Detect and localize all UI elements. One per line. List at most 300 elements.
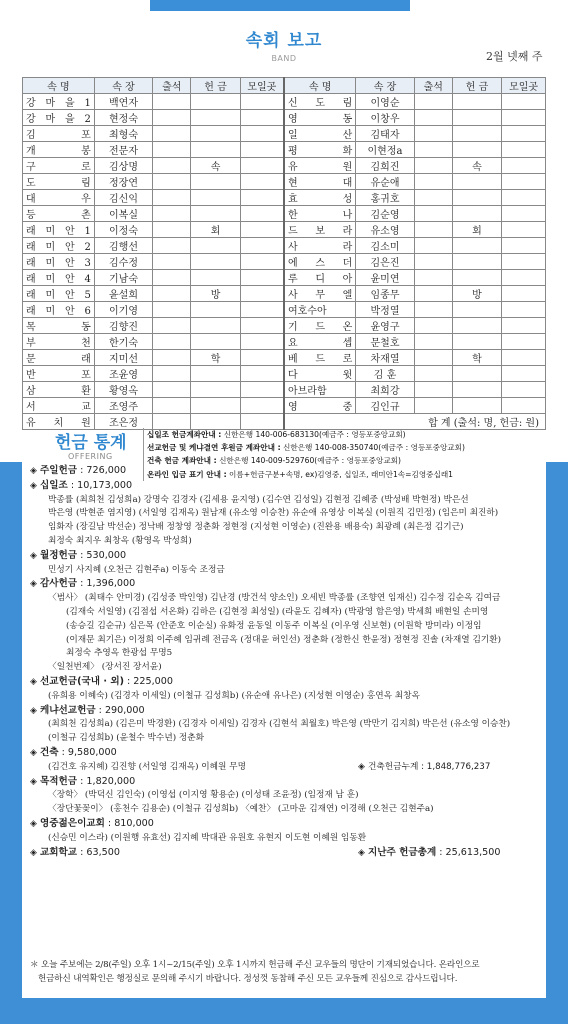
cell-place: [502, 302, 546, 318]
cell-leader: 유순애: [356, 174, 414, 190]
donor-names: 〈범사〉 (최태수 안미경) (김성중 박인영) 김난경 (방건석 양소인) 오세빈 박종률 (조향연 임재신) 김수정 김순옥 김여금: [48, 593, 501, 604]
cell-leader: 윤미연: [356, 270, 414, 286]
cell-attendance: [153, 222, 191, 238]
account-line: [147, 441, 543, 454]
diamond-icon: ◈: [30, 676, 37, 687]
cell-group-name: 개 봉: [23, 142, 95, 158]
cell-attendance: [153, 286, 191, 302]
offering-line: [30, 577, 540, 592]
cell-offering: 회: [191, 222, 240, 238]
cell-place: [502, 94, 546, 110]
cell-place: [502, 318, 546, 334]
cell-group-name: 래 미 안 6: [23, 302, 95, 318]
cell-leader: 윤영구: [356, 318, 414, 334]
category-value: : 726,000: [77, 465, 127, 476]
offering-line: [30, 846, 540, 861]
category-value: : 225,000: [123, 675, 173, 687]
cell-leader: 이기영: [94, 302, 152, 318]
cell-group-name: 한 나: [284, 206, 356, 222]
cell-place: [240, 94, 284, 110]
cell-offering: [452, 382, 501, 398]
cell-attendance: [153, 270, 191, 286]
cell-group-name: 도 림: [23, 174, 95, 190]
cell-group-name: 아브라함: [284, 382, 356, 398]
cell-group-name: 등 촌: [23, 206, 95, 222]
cell-group-name: 구 로: [23, 158, 95, 174]
donor-names: (김건호 유지혜) 김진향 (서일영 김재옥) 이혜원 무명: [48, 761, 246, 772]
cell-attendance: [153, 382, 191, 398]
cell-leader: 조영주: [94, 398, 152, 414]
cell-offering: [191, 238, 240, 254]
donor-names: 〈장학〉 (박덕신 김인숙) (이영섭 (이지영 황용순) (이성태 조윤정) (임정재 남 훈): [48, 790, 359, 801]
category-value: : 1,820,000: [77, 775, 136, 787]
cell-attendance: [414, 270, 452, 286]
right-total-label: 건축헌금누계: [368, 761, 419, 772]
cell-group-name: 다 윗: [284, 366, 356, 382]
cell-place: [502, 222, 546, 238]
diamond-icon: ◈: [30, 847, 37, 858]
cell-group-name: 사 라: [284, 238, 356, 254]
cell-attendance: [153, 126, 191, 142]
offering-line: [30, 521, 540, 535]
cell-place: [502, 110, 546, 126]
table-row: [23, 398, 546, 414]
cell-place: [502, 206, 546, 222]
offering-line: [30, 647, 540, 661]
category-label: 교회학교: [40, 846, 78, 858]
offering-line: [30, 564, 540, 578]
cell-leader: 김수정: [94, 254, 152, 270]
cell-offering: [191, 382, 240, 398]
cell-place: [240, 158, 284, 174]
cell-group-name: 문 래: [23, 350, 95, 366]
cell-offering: [191, 366, 240, 382]
cell-leader: 임종무: [356, 286, 414, 302]
cell-leader: 박정열: [356, 302, 414, 318]
table-row: [23, 110, 546, 126]
cell-attendance: [414, 238, 452, 254]
diamond-icon: ◈: [358, 761, 365, 772]
cell-attendance: [153, 94, 191, 110]
table-row: [23, 206, 546, 222]
category-value: : 290,000: [95, 704, 145, 716]
cell-offering: 속: [191, 158, 240, 174]
diamond-icon: ◈: [358, 847, 365, 858]
donor-names: 최정숙 최지우 최창옥 (황영옥 박성희): [48, 535, 192, 546]
cell-place: [502, 270, 546, 286]
category-value: : 9,580,000: [58, 746, 117, 758]
cell-offering: [191, 94, 240, 110]
donor-names: (이재문 최기은) 이정희 이주혜 임귀례 전금옥 (정대윤 허인선) 정춘화 (정한신 한윤정) 정현정 진솔 (차재열 김기환): [66, 634, 502, 645]
cell-leader: 김순영: [356, 206, 414, 222]
donor-names: 임화자 (장길남 박선순) 정낙배 정창영 정춘화 정현정 (지성현 이영순) (진완용 배용숙) 최광례 (최은정 김기근): [48, 522, 464, 533]
cell-attendance: [153, 158, 191, 174]
cell-attendance: [153, 206, 191, 222]
cell-attendance: [153, 110, 191, 126]
table-row: [23, 158, 546, 174]
cell-attendance: [414, 94, 452, 110]
cell-group-name: 사 무 엘: [284, 286, 356, 302]
cell-leader: 황영옥: [94, 382, 152, 398]
cell-place: [240, 206, 284, 222]
cell-attendance: [153, 302, 191, 318]
cell-leader: 지미선: [94, 350, 152, 366]
cell-attendance: [153, 174, 191, 190]
offering-line: [30, 507, 540, 521]
cell-group-name: 베 드 로: [284, 350, 356, 366]
cell-leader: 최형숙: [94, 126, 152, 142]
cell-offering: [452, 142, 501, 158]
cell-attendance: [153, 238, 191, 254]
diamond-icon: ◈: [30, 818, 37, 829]
cell-place: [240, 382, 284, 398]
cell-place: [502, 398, 546, 414]
cell-attendance: [153, 366, 191, 382]
offering-line: [30, 732, 540, 746]
offering-line: [30, 803, 540, 817]
table-row: [23, 174, 546, 190]
total-cell: 합 계 (출석: 명, 헌금: 원): [284, 414, 546, 430]
donor-names: (송승길 김순규) 심은목 (안준호 이순실) 유화정 윤동일 이동주 이복실 (이우영 신보현) (이원학 방미라) 이정임: [66, 620, 482, 631]
donor-names: 〈장단꽃꽂이〉 (홍천수 김용순) (이철규 김성희b) 〈예찬〉 (고마운 김재연) 이경해 (오천근 김현주a): [48, 804, 434, 815]
cell-place: [240, 254, 284, 270]
donor-names: (최희천 김성희a) (김은미 박경환) (김경자 이세일) 김경자 (김현석 최월호) 박은영 (박만기 김지희) 박은선 (유소영 이승찬): [48, 719, 511, 730]
offering-line: [30, 718, 540, 732]
cell-group-name: 김 포: [23, 126, 95, 142]
cell-leader: 이복실: [94, 206, 152, 222]
diamond-icon: ◈: [30, 579, 37, 590]
cell-place: [240, 126, 284, 142]
cell-place: [240, 238, 284, 254]
cell-leader: 김향진: [94, 318, 152, 334]
cell-attendance: [153, 350, 191, 366]
right-total: [358, 761, 490, 775]
cell-place: [240, 222, 284, 238]
cell-offering: [191, 334, 240, 350]
cell-leader: 김행선: [94, 238, 152, 254]
cell-offering: [452, 270, 501, 286]
cell-attendance: [414, 110, 452, 126]
table-row: [23, 270, 546, 286]
cell-place: [502, 142, 546, 158]
cell-leader: 윤설희: [94, 286, 152, 302]
cell-offering: [452, 206, 501, 222]
cell-leader: 김은진: [356, 254, 414, 270]
cell-group-name: 일 산: [284, 126, 356, 142]
right-total: [358, 846, 500, 861]
donor-names: 민성기 사지혜 (오천근 김현주a) 이동숙 조정금: [48, 564, 225, 575]
cell-leader: 김인규: [356, 398, 414, 414]
column-header: 속 장: [356, 78, 414, 94]
cell-group-name: 래 미 안 3: [23, 254, 95, 270]
cell-group-name: 강 마 을 2: [23, 110, 95, 126]
cell-group-name: 현 대: [284, 174, 356, 190]
cell-place: [502, 174, 546, 190]
account-line: [147, 428, 543, 441]
offering-subtitle: OFFERING: [68, 452, 113, 461]
notice: [30, 958, 540, 986]
cell-offering: [452, 190, 501, 206]
donor-names: 〈일천번제〉 (장서진 장서윤): [48, 662, 162, 673]
offering-line: [30, 479, 540, 494]
cell-group-name: 래 미 안 2: [23, 238, 95, 254]
category-value: : 63,500: [77, 846, 120, 858]
cell-attendance: [153, 398, 191, 414]
offering-line: [30, 606, 540, 620]
category-label: 십일조: [40, 479, 68, 491]
diamond-icon: ◈: [30, 747, 37, 758]
offering-line: [30, 775, 540, 790]
week-label: 2월 넷째 주: [486, 50, 543, 63]
cell-leader: 조은정: [94, 414, 152, 430]
column-header: 헌 금: [452, 78, 501, 94]
cell-attendance: [414, 366, 452, 382]
cell-group-name: 대 우: [23, 190, 95, 206]
category-label: 케냐선교헌금: [40, 704, 96, 716]
donor-names: 최정숙 추영옥 한광섭 무명5: [66, 648, 173, 659]
cell-attendance: [414, 254, 452, 270]
cell-offering: [191, 254, 240, 270]
column-header: 모일곳: [502, 78, 546, 94]
cell-attendance: [414, 382, 452, 398]
cell-group-name: 목 동: [23, 318, 95, 334]
cell-place: [240, 190, 284, 206]
cell-group-name: 영 중: [284, 398, 356, 414]
category-value: : 1,396,000: [77, 578, 136, 590]
cell-place: [240, 398, 284, 414]
table-row: [23, 366, 546, 382]
cell-leader: 이정숙: [94, 222, 152, 238]
category-label: 선교헌금(국내 · 외): [40, 675, 124, 687]
cell-group-name: 평 화: [284, 142, 356, 158]
notice-line: 헌금하신 내역확인은 행정실로 문의해 주시기 바랍니다. 정성껏 동참해 주신 모든 교우들께 진심으로 감사드립니다.: [38, 974, 458, 984]
cell-group-name: 드 보 라: [284, 222, 356, 238]
table-row: [23, 222, 546, 238]
column-header: 속 명: [23, 78, 95, 94]
cell-attendance: [414, 302, 452, 318]
cell-place: [502, 382, 546, 398]
cell-attendance: [414, 222, 452, 238]
category-label: 건축: [40, 746, 59, 758]
cell-leader: 김소미: [356, 238, 414, 254]
cell-offering: 회: [452, 222, 501, 238]
cell-place: [502, 350, 546, 366]
cell-offering: [452, 94, 501, 110]
diamond-icon: ◈: [30, 466, 37, 476]
column-header: 헌 금: [191, 78, 240, 94]
cell-offering: [191, 142, 240, 158]
cell-place: [502, 334, 546, 350]
cell-place: [240, 174, 284, 190]
donor-names: 박종률 (최희천 김성희a) 강명숙 김경자 (김세용 윤지영) (김수연 김성일) 김현정 김혜중 (박성배 박현정) 박은선: [48, 494, 469, 505]
account-text: 신한은행 140-006-683130(예금주 : 영등포중앙교회): [221, 430, 406, 439]
cell-attendance: [414, 142, 452, 158]
column-header: 속 명: [284, 78, 356, 94]
cell-offering: [452, 398, 501, 414]
account-label: 건축 헌금 계좌안내 :: [147, 456, 217, 466]
cell-place: [502, 286, 546, 302]
cell-attendance: [153, 318, 191, 334]
table-row: [23, 286, 546, 302]
cell-leader: 문철호: [356, 334, 414, 350]
cell-attendance: [153, 254, 191, 270]
offering-list: [30, 464, 540, 860]
category-label: 목적헌금: [40, 775, 78, 787]
offering-line: [30, 464, 540, 479]
page-title: 속회 보고: [245, 31, 323, 51]
cell-attendance: [414, 206, 452, 222]
cell-leader: 김상명: [94, 158, 152, 174]
cell-place: [240, 302, 284, 318]
cell-place: [240, 110, 284, 126]
cell-leader: 김희진: [356, 158, 414, 174]
cell-group-name: 여호수아: [284, 302, 356, 318]
cell-offering: [452, 366, 501, 382]
cell-attendance: [414, 158, 452, 174]
cell-leader: 김 훈: [356, 366, 414, 382]
cell-attendance: [414, 286, 452, 302]
cell-place: [240, 318, 284, 334]
offering-line: [30, 592, 540, 606]
cell-group-name: 래 미 안 1: [23, 222, 95, 238]
offering-line: [30, 535, 540, 549]
cell-place: [502, 126, 546, 142]
cell-offering: [452, 238, 501, 254]
cell-group-name: 유 치 원: [23, 414, 95, 430]
cell-group-name: 에 스 더: [284, 254, 356, 270]
category-value: : 10,173,000: [67, 479, 133, 491]
table-row: [23, 254, 546, 270]
cell-offering: [452, 318, 501, 334]
cell-offering: [452, 254, 501, 270]
table-row: [23, 382, 546, 398]
table-row: [23, 350, 546, 366]
cell-offering: [191, 206, 240, 222]
table-row: [23, 94, 546, 110]
cell-leader: 이영순: [356, 94, 414, 110]
cell-offering: 방: [191, 286, 240, 302]
category-label: 주일헌금: [40, 465, 78, 476]
category-label: 영중젊은이교회: [40, 817, 105, 829]
donor-names: 박은영 (박현준 염지영) (서일영 김재옥) 원남재 (유소영 이승찬) 유순애 유영상 이복실 (이원직 김민정) (임은미 최진하): [48, 508, 499, 519]
offering-line: [30, 704, 540, 719]
category-label: 감사헌금: [40, 578, 78, 590]
cell-place: [502, 366, 546, 382]
offering-line: [30, 789, 540, 803]
cell-attendance: [153, 142, 191, 158]
account-label: 선교헌금 및 케냐결연 후원금 계좌안내 :: [147, 443, 281, 453]
table-row: [23, 190, 546, 206]
table-row: [23, 238, 546, 254]
page-subtitle: BAND: [271, 54, 297, 63]
cell-offering: 학: [191, 350, 240, 366]
offering-line: [30, 817, 540, 832]
cell-leader: 유소영: [356, 222, 414, 238]
cell-leader: 기남숙: [94, 270, 152, 286]
cell-leader: 이창우: [356, 110, 414, 126]
cell-offering: [452, 334, 501, 350]
diamond-icon: ◈: [30, 480, 37, 491]
cell-group-name: 래 미 안 4: [23, 270, 95, 286]
cell-offering: 학: [452, 350, 501, 366]
cell-leader: 조윤영: [94, 366, 152, 382]
table-row: [23, 318, 546, 334]
offering-line: [30, 549, 540, 564]
notice-line: ＊ 오늘 주보에는 2/8(주일) 오후 1시~2/15(주일) 오후 1시까지 헌금해 주신 교우들의 명단이 기재되었습니다. 온라인으로: [30, 960, 480, 970]
cell-group-name: 반 포: [23, 366, 95, 382]
cell-place: [240, 142, 284, 158]
column-header: 모일곳: [240, 78, 284, 94]
cell-place: [502, 190, 546, 206]
cell-leader: 김태자: [356, 126, 414, 142]
cell-place: [240, 350, 284, 366]
cell-group-name: 강 마 을 1: [23, 94, 95, 110]
cell-place: [502, 238, 546, 254]
offering-line: [30, 690, 540, 704]
right-total-value: : 25,613,500: [436, 846, 501, 858]
cell-place: [240, 366, 284, 382]
table-row: [23, 126, 546, 142]
cell-group-name: 래 미 안 5: [23, 286, 95, 302]
table-row: [23, 334, 546, 350]
category-value: : 530,000: [77, 549, 127, 561]
cell-group-name: 기 드 온: [284, 318, 356, 334]
donor-names: (이철규 김성희b) (윤철수 박수년) 정춘화: [48, 733, 205, 744]
cell-place: [502, 158, 546, 174]
category-value: : 810,000: [104, 817, 154, 829]
offering-title: 헌금 통계: [55, 433, 127, 453]
cell-group-name: 부 천: [23, 334, 95, 350]
cell-place: [240, 286, 284, 302]
cell-leader: 전문자: [94, 142, 152, 158]
offering-line: [30, 675, 540, 690]
cell-leader: 한기숙: [94, 334, 152, 350]
cell-attendance: [153, 190, 191, 206]
cell-leader: 홍귀호: [356, 190, 414, 206]
cell-attendance: [414, 398, 452, 414]
cell-offering: 방: [452, 286, 501, 302]
cell-offering: [191, 110, 240, 126]
cell-leader: 현정숙: [94, 110, 152, 126]
cell-attendance: [414, 190, 452, 206]
cell-offering: [452, 302, 501, 318]
column-header: 출석: [153, 78, 191, 94]
account-label: 십일조 헌금계좌안내 :: [147, 430, 222, 439]
cell-offering: [191, 270, 240, 286]
offering-line: [30, 746, 540, 761]
cell-attendance: [414, 318, 452, 334]
table-row: [23, 302, 546, 318]
cell-place: [240, 334, 284, 350]
offering-line: [30, 620, 540, 634]
donor-names: (김재숙 서일영) (김점섭 서온화) 김하은 (김현정 최성일) (라윤도 김혜자) (박광영 함은영) 박세희 배현일 손미영: [66, 606, 489, 617]
offering-line: [30, 494, 540, 508]
column-header: 출석: [414, 78, 452, 94]
right-total-label: 지난주 헌금총계: [368, 846, 437, 858]
cell-offering: [191, 126, 240, 142]
offering-line: [30, 661, 540, 675]
offering-line: [30, 832, 540, 846]
top-accent-bar: [150, 0, 410, 11]
attendance-table: [22, 77, 546, 430]
cell-leader: 김신익: [94, 190, 152, 206]
cell-offering: [191, 190, 240, 206]
diamond-icon: ◈: [30, 550, 37, 561]
account-text: 신한은행 140-009-529760(예금주 : 영등포중앙교회): [216, 456, 401, 466]
cell-place: [502, 254, 546, 270]
offering-line: [30, 634, 540, 648]
category-label: 월정헌금: [40, 549, 78, 561]
